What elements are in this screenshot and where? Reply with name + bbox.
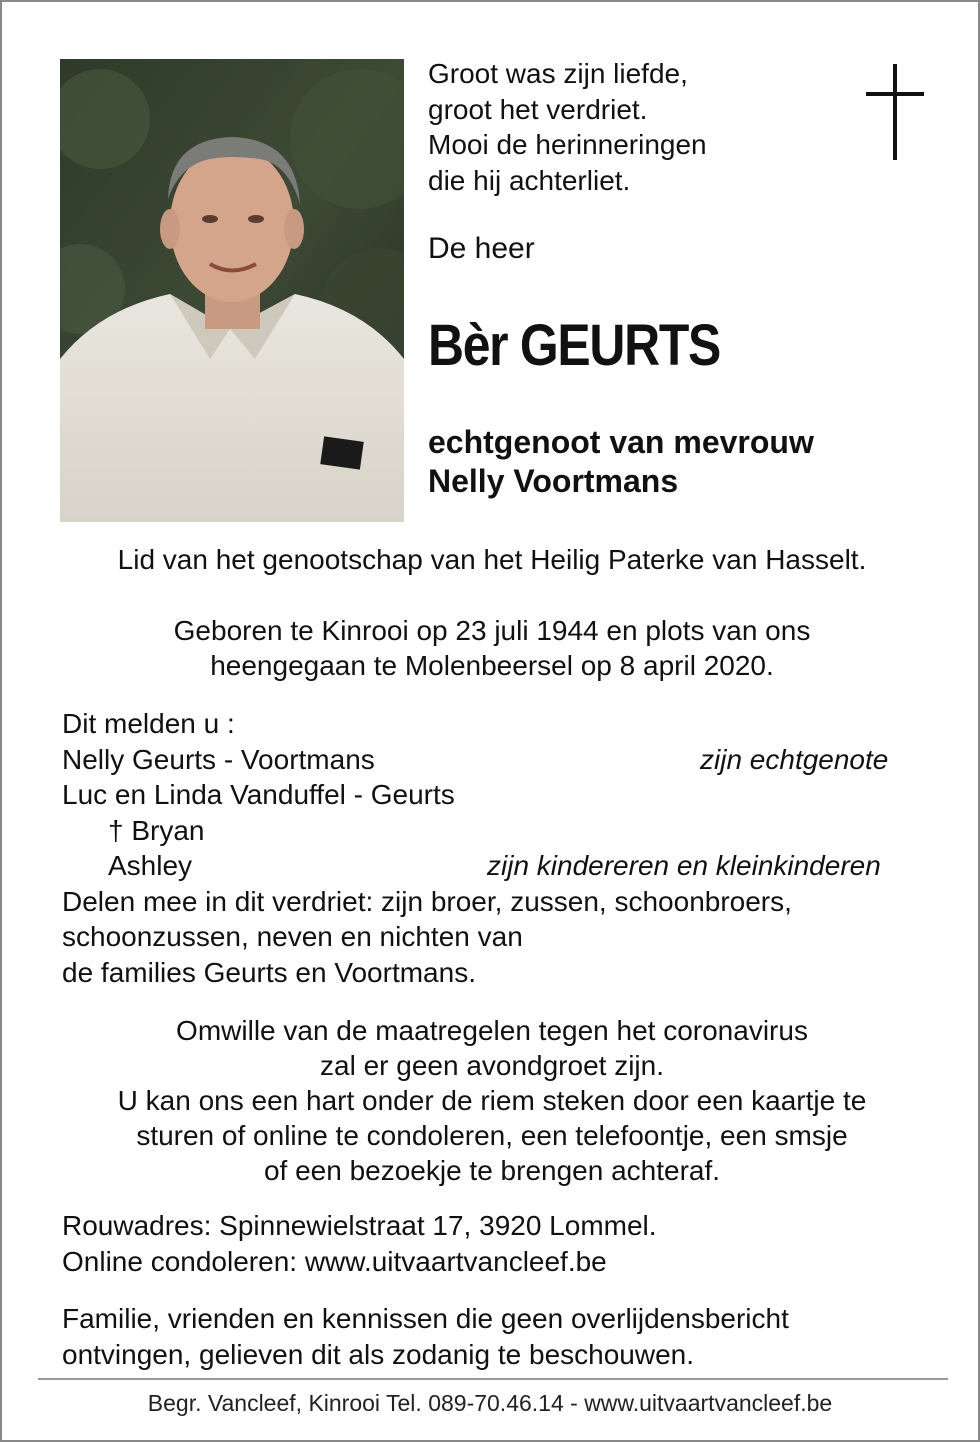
footer-divider <box>38 1378 948 1380</box>
poem-line: die hij achterliet. <box>428 164 631 196</box>
deceased-name: Bèr GEURTS <box>428 313 720 378</box>
poem-line: Mooi de herinneringen <box>428 129 707 160</box>
announcer-name: † Bryan <box>108 814 205 846</box>
membership-line: Lid van het genootschap van het Heilig Paterke van Hasselt. <box>117 544 867 575</box>
condolence-link[interactable]: Online condoleren: www.uitvaartvancleef.be <box>62 1245 607 1277</box>
poem-line: groot het verdriet. <box>428 93 648 125</box>
announcer-row <box>62 742 942 778</box>
birth-line: heengegaan te Molenbeersel op 8 april 2020. <box>210 650 774 681</box>
announcer-name: Luc en Linda Vanduffel - Geurts <box>62 779 455 810</box>
notice-line: Omwille van de maatregelen tegen het coronavirus <box>176 1015 808 1046</box>
funeral-home-footer: Begr. Vancleef, Kinrooi Tel. 089-70.46.14 - www.uitvaartvancleef.be <box>147 1390 833 1416</box>
closing-block <box>62 1301 942 1372</box>
sharing-line: schoonzussen, neven en nichten van <box>62 921 523 952</box>
notice-line: sturen of online te condoleren, een telefoontje, een smsje <box>136 1120 848 1151</box>
memorial-poem <box>428 56 707 198</box>
announcer-role: zijn kindereren en kleinkinderen <box>487 850 881 881</box>
address-block <box>62 1208 942 1279</box>
latin-cross-icon <box>866 64 924 165</box>
announcer-row <box>62 848 942 884</box>
announcer-intro <box>62 706 942 742</box>
announcer-row <box>62 813 942 849</box>
spouse-info <box>428 423 814 501</box>
portrait-photo <box>60 59 404 522</box>
sharing-line: de families Geurts en Voortmans. <box>62 956 476 988</box>
announcer-name: Ashley <box>108 850 193 881</box>
notice-line: zal er geen avondgroet zijn. <box>320 1050 664 1081</box>
announcer-intro-text: Dit melden u : <box>62 708 235 739</box>
announcers-list <box>62 706 942 990</box>
address-line: Rouwadres: Spinnewielstraat 17, 3920 Lommel. <box>62 1210 657 1241</box>
spouse-line: echtgenoot van mevrouw <box>428 424 814 460</box>
poem-line: Groot was zijn liefde, <box>428 58 688 89</box>
announcer-role: zijn echtgenote <box>700 743 889 775</box>
spouse-line: Nelly Voortmans <box>428 463 679 499</box>
announcer-row <box>62 777 942 813</box>
notice-line: of een bezoekje te brengen achteraf. <box>263 1155 721 1186</box>
closing-line: Familie, vrienden en kennissen die geen overlijdensbericht <box>62 1303 789 1334</box>
membership-text <box>40 542 944 577</box>
birth-death-text <box>40 613 944 683</box>
corona-notice <box>40 1013 944 1188</box>
honorific: De heer <box>428 232 535 265</box>
announcer-name: Nelly Geurts - Voortmans <box>62 743 375 775</box>
birth-line: Geboren te Kinrooi op 23 juli 1944 en plots van ons <box>173 615 811 646</box>
sharing-line: Delen mee in dit verdriet: zijn broer, zussen, schoonbroers, <box>62 885 792 917</box>
closing-line: ontvingen, gelieven dit als zodanig te beschouwen. <box>62 1338 694 1370</box>
notice-line: U kan ons een hart onder de riem steken door een kaartje te <box>117 1085 867 1116</box>
